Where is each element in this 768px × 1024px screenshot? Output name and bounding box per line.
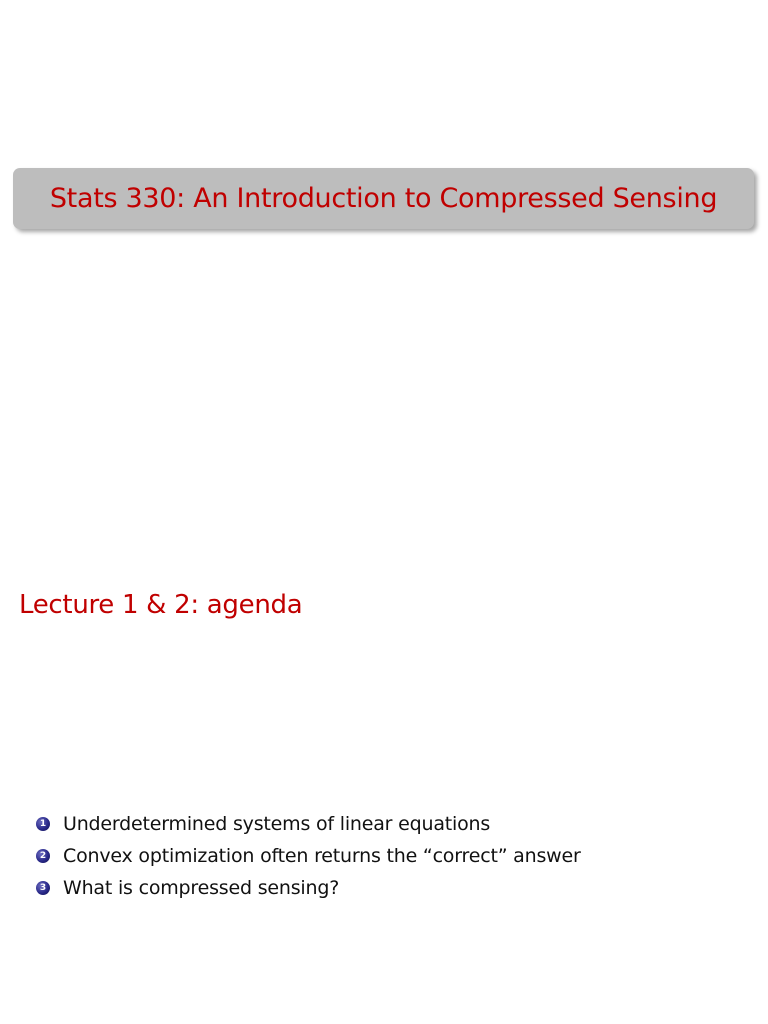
numbered-bullet-icon: 1 [36, 817, 50, 831]
frame-title: Lecture 1 & 2: agenda [19, 590, 303, 620]
numbered-bullet-icon: 3 [36, 881, 50, 895]
presentation-title: Stats 330: An Introduction to Compressed Sensing [49, 183, 718, 214]
list-item [36, 872, 581, 904]
title-block [13, 168, 754, 229]
list-item-text: What is compressed sensing? [63, 877, 340, 899]
list-item-text: Underdetermined systems of linear equations [63, 813, 491, 835]
list-item-text: Convex optimization often returns the “correct” answer [63, 845, 581, 867]
list-item [36, 840, 581, 872]
list-item [36, 808, 581, 840]
agenda-list [36, 808, 581, 904]
numbered-bullet-icon: 2 [36, 849, 50, 863]
